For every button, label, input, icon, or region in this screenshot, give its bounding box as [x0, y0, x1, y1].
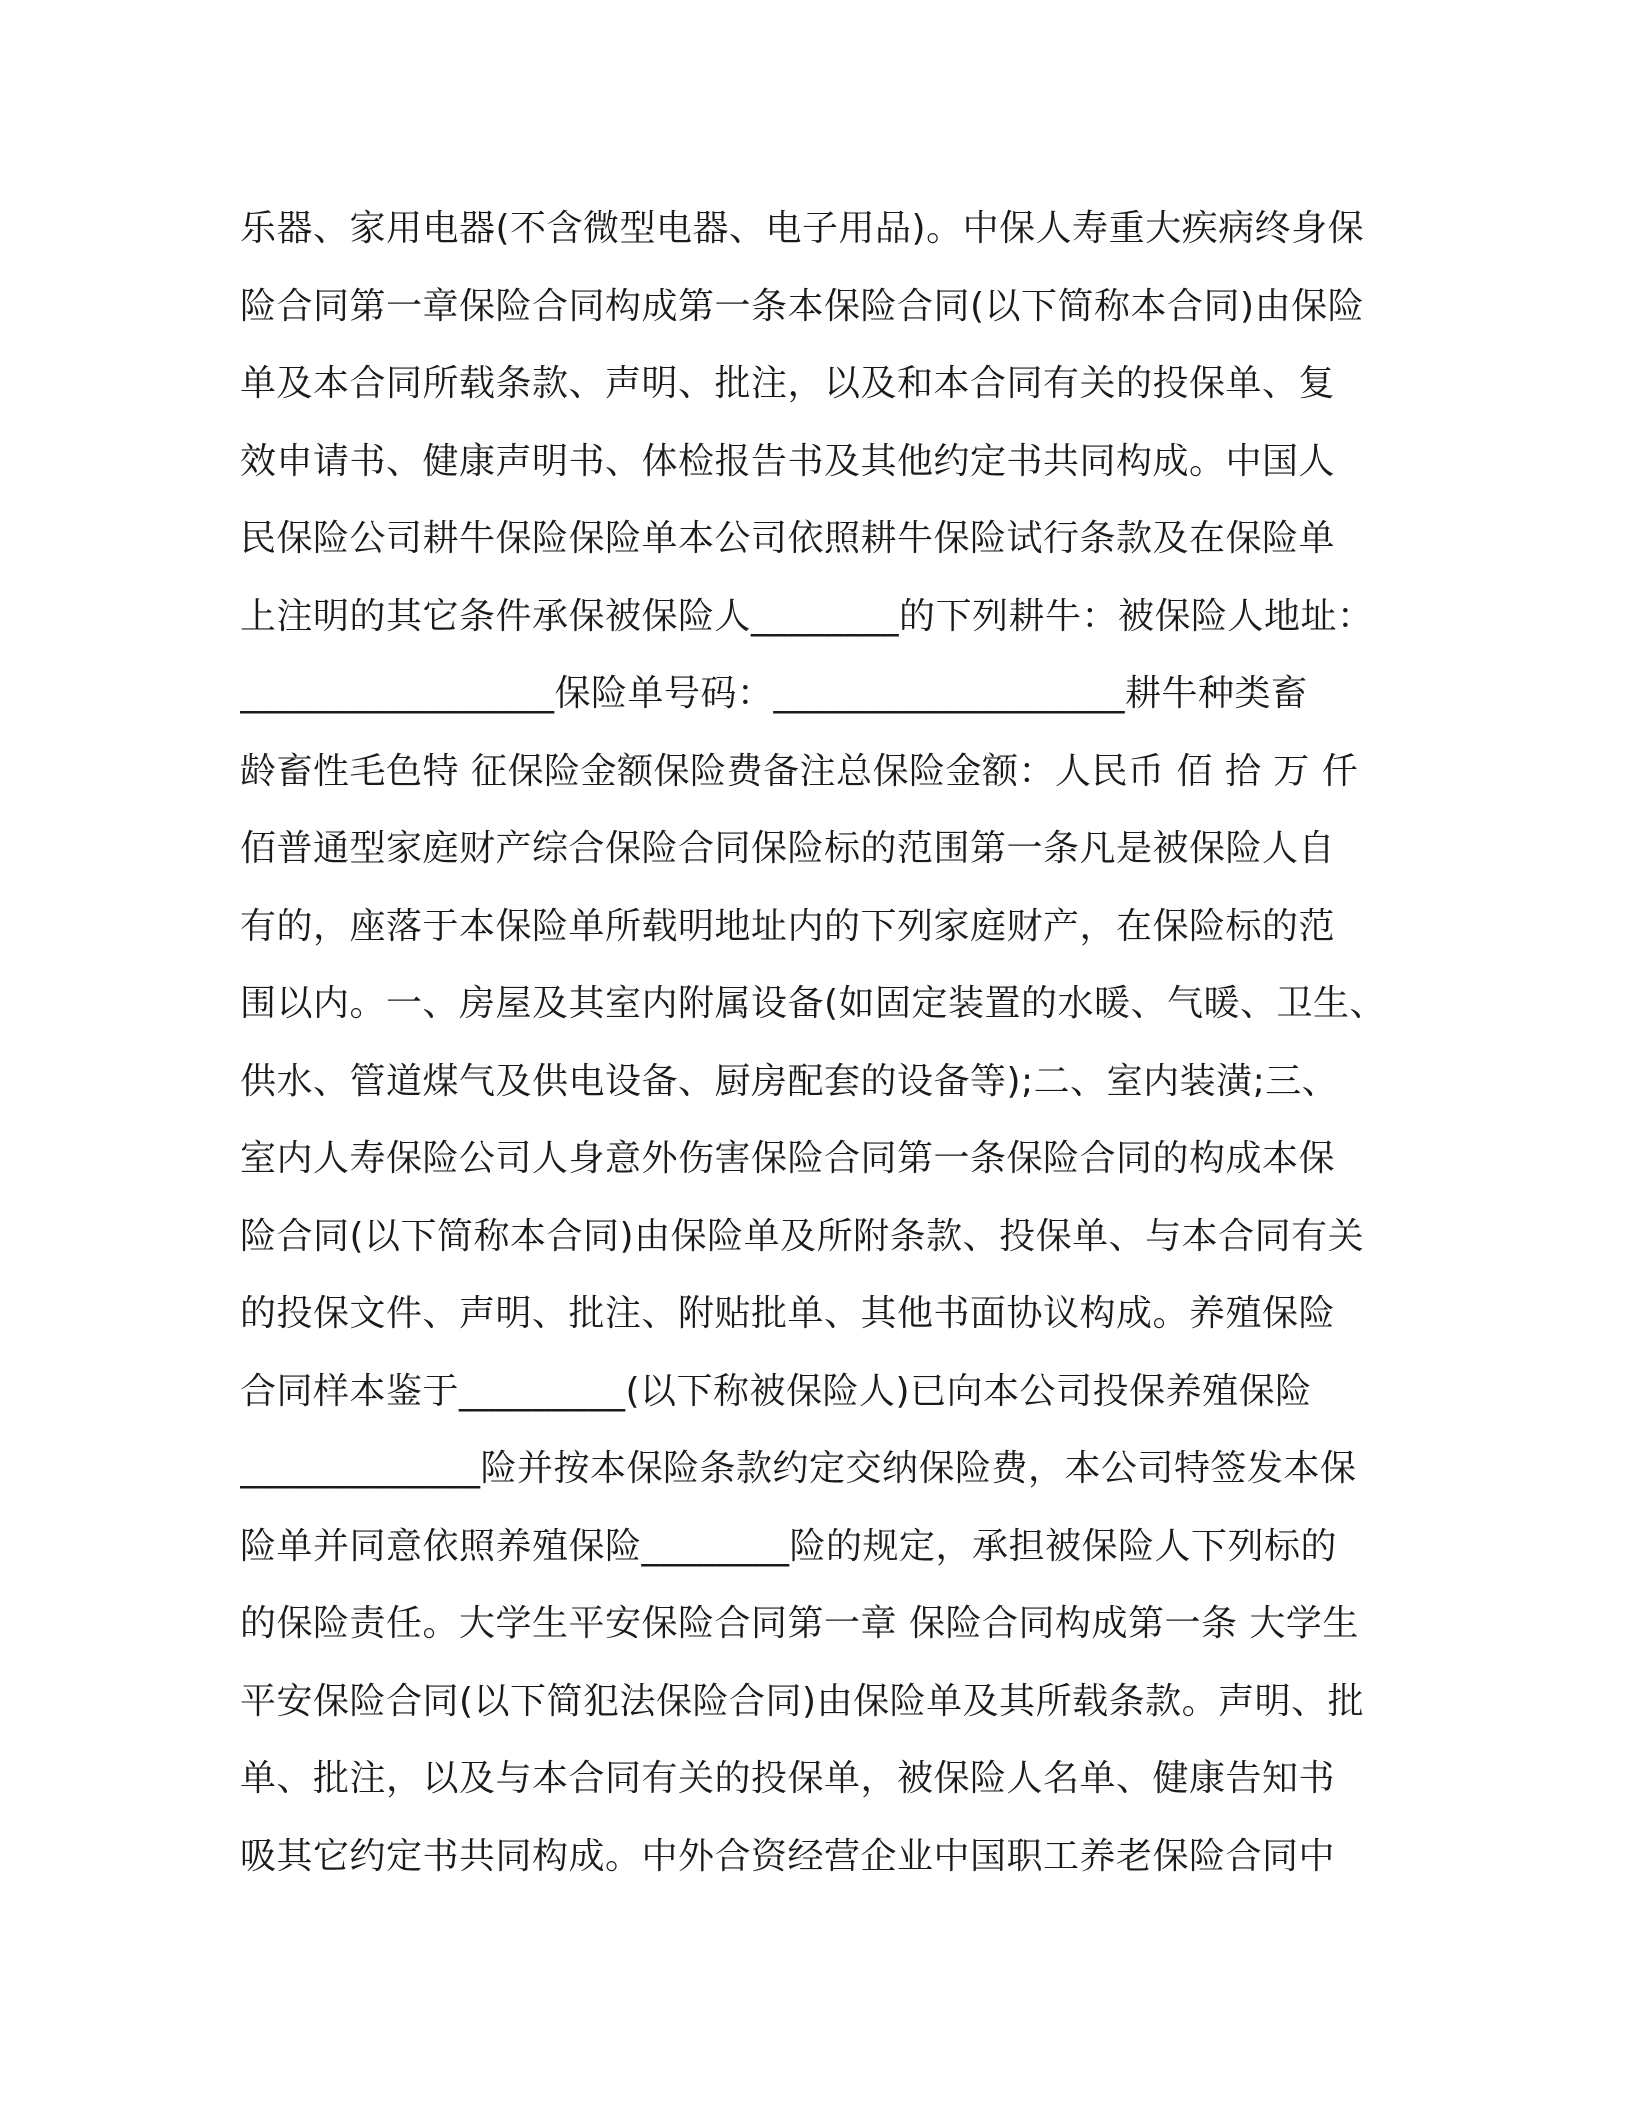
- text-line: 效申请书、健康声明书、体检报告书及其他约定书共同构成。中国人: [240, 440, 1336, 482]
- text-line: _____________险并按本保险条款约定交纳保险费，本公司特签发本保: [240, 1448, 1357, 1489]
- text-line: 围以内。一、房屋及其室内附属设备(如固定装置的水暖、气暖、卫生、: [240, 983, 1387, 1024]
- text-line: 佰普通型家庭财产综合保险合同保险标的范围第一条凡是被保险人自: [240, 828, 1336, 869]
- text-line: 上注明的其它条件承保被保险人________的下列耕牛：被保险人地址：: [240, 595, 1374, 637]
- text-line: 吸其它约定书共同构成。中外合资经营企业中国职工养老保险合同中: [240, 1835, 1336, 1877]
- text-line: 单及本合同所载条款、声明、批注，以及和本合同有关的投保单、复: [240, 363, 1336, 404]
- text-line: 有的，座落于本保险单所载明地址内的下列家庭财产，在保险标的范: [240, 905, 1336, 947]
- text-line: 龄畜性毛色特 征保险金额保险费备注总保险金额：人民币 佰 拾 万 仟: [240, 750, 1359, 792]
- document-body: [240, 190, 1400, 1895]
- text-line: 险合同(以下简称本合同)由保险单及所附条款、投保单、与本合同有关: [240, 1215, 1365, 1257]
- text-line: 险单并同意依照养殖保险________险的规定，承担被保险人下列标的: [240, 1525, 1338, 1567]
- text-line: 的投保文件、声明、批注、附贴批单、其他书面协议构成。养殖保险: [240, 1293, 1336, 1334]
- text-line: 室内人寿保险公司人身意外伤害保险合同第一条保险合同的构成本保: [240, 1138, 1336, 1179]
- text-line: 合同样本鉴于_________(以下称被保险人)已向本公司投保养殖保险: [240, 1370, 1312, 1412]
- text-line: 险合同第一章保险合同构成第一条本保险合同(以下简称本合同)由保险: [240, 285, 1365, 327]
- text-line: 单、批注，以及与本合同有关的投保单，被保险人名单、健康告知书: [240, 1758, 1336, 1799]
- text-line: 乐器、家用电器(不含微型电器、电子用品)。中保人寿重大疾病终身保: [240, 208, 1365, 249]
- text-line: 供水、管道煤气及供电设备、厨房配套的设备等);二、室内装潢;三、: [240, 1060, 1339, 1102]
- text-line: 民保险公司耕牛保险保险单本公司依照耕牛保险试行条款及在保险单: [240, 518, 1336, 559]
- text-line: 的保险责任。大学生平安保险合同第一章 保险合同构成第一条 大学生: [240, 1603, 1359, 1644]
- text-line: 平安保险合同(以下简犯法保险合同)由保险单及其所载条款。声明、批: [240, 1680, 1365, 1722]
- text-line: _________________保险单号码：___________________耕牛种类畜: [240, 673, 1308, 714]
